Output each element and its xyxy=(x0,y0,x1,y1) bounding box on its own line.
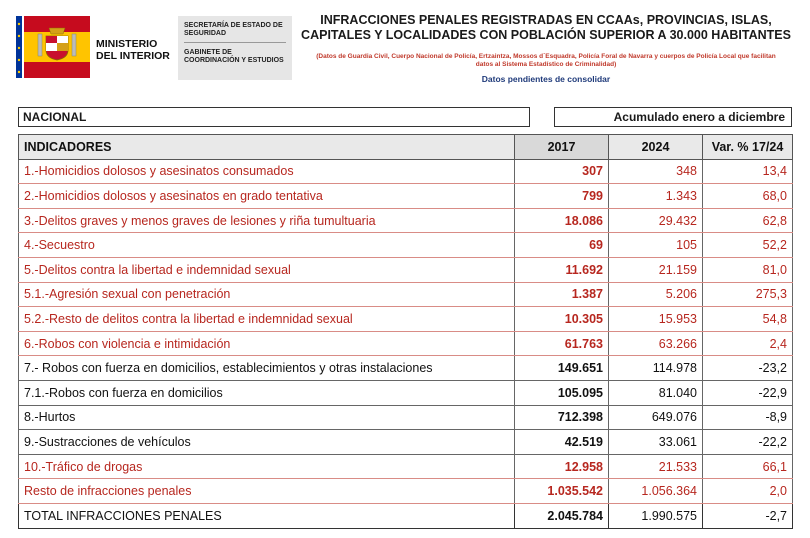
header-2017: 2017 xyxy=(515,135,609,160)
report-header xyxy=(0,0,810,100)
value-2024: 649.076 xyxy=(609,405,703,430)
value-2024: 1.343 xyxy=(609,184,703,209)
indicator-label: 7.1.-Robos con fuerza en domicilios xyxy=(19,380,515,405)
value-2024: 21.533 xyxy=(609,454,703,479)
variation-value: -2,7 xyxy=(703,503,793,528)
table-row xyxy=(19,184,793,209)
value-2024: 21.159 xyxy=(609,257,703,282)
indicator-label: 10.-Tráfico de drogas xyxy=(19,454,515,479)
variation-value: -22,9 xyxy=(703,380,793,405)
page-title: INFRACCIONES PENALES REGISTRADAS EN CCAAs, PROVINCIAS, ISLAS, CAPITALES Y LOCALIDADES CON POBLACIÓN SUPERIOR A 30.000 HABITANTES xyxy=(301,13,791,42)
variation-value: -23,2 xyxy=(703,356,793,381)
value-2024: 33.061 xyxy=(609,430,703,455)
table-header-row xyxy=(19,135,793,160)
value-2024: 114.978 xyxy=(609,356,703,381)
table-row xyxy=(19,380,793,405)
variation-value: 54,8 xyxy=(703,307,793,332)
pending-note: Datos pendientes de consolidar xyxy=(481,74,611,84)
header-2024: 2024 xyxy=(609,135,703,160)
value-2017: 1.035.542 xyxy=(515,479,609,504)
table-row xyxy=(19,405,793,430)
table-row xyxy=(19,454,793,479)
table-row xyxy=(19,307,793,332)
value-2017: 69 xyxy=(515,233,609,258)
table-row xyxy=(19,479,793,504)
value-2017: 1.387 xyxy=(515,282,609,307)
value-2017: 42.519 xyxy=(515,430,609,455)
period-label: Acumulado enero a diciembre xyxy=(554,107,792,127)
indicator-label: TOTAL INFRACCIONES PENALES xyxy=(19,503,515,528)
table-row xyxy=(19,331,793,356)
indicator-label: 6.-Robos con violencia e intimidación xyxy=(19,331,515,356)
variation-value: 62,8 xyxy=(703,208,793,233)
value-2024: 5.206 xyxy=(609,282,703,307)
variation-value: 81,0 xyxy=(703,257,793,282)
table-row xyxy=(19,159,793,184)
value-2017: 307 xyxy=(515,159,609,184)
variation-value: 68,0 xyxy=(703,184,793,209)
indicator-label: 8.-Hurtos xyxy=(19,405,515,430)
header-indicators: INDICADORES xyxy=(19,135,515,160)
variation-value: 13,4 xyxy=(703,159,793,184)
value-2017: 105.095 xyxy=(515,380,609,405)
value-2024: 29.432 xyxy=(609,208,703,233)
table-row xyxy=(19,282,793,307)
variation-value: 2,4 xyxy=(703,331,793,356)
variation-value: 275,3 xyxy=(703,282,793,307)
indicator-label: 4.-Secuestro xyxy=(19,233,515,258)
variation-value: 2,0 xyxy=(703,479,793,504)
value-2024: 105 xyxy=(609,233,703,258)
indicator-label: 9.-Sustracciones de vehículos xyxy=(19,430,515,455)
scope-label: NACIONAL xyxy=(18,107,530,127)
value-2024: 1.990.575 xyxy=(609,503,703,528)
indicator-label: 5.1.-Agresión sexual con penetración xyxy=(19,282,515,307)
variation-value: 52,2 xyxy=(703,233,793,258)
value-2017: 712.398 xyxy=(515,405,609,430)
title-block xyxy=(296,13,796,84)
data-sources-note: (Datos de Guardia Civil, Cuerpo Nacional de Policía, Ertzaintza, Mossos d´Esquadra, Policía Foral de Navarra y cuerpos de Policía Local que facilitan datos al Sistema Estadístico de Criminalidad) xyxy=(316,53,776,68)
value-2017: 11.692 xyxy=(515,257,609,282)
cabinet-label: GABINETE DE COORDINACIÓN Y ESTUDIOS xyxy=(184,49,284,64)
ministry-name: MINISTERIO DEL INTERIOR xyxy=(96,38,170,62)
value-2024: 15.953 xyxy=(609,307,703,332)
secretariat-label: SECRETARÍA DE ESTADO DE SEGURIDAD xyxy=(184,22,286,43)
value-2017: 2.045.784 xyxy=(515,503,609,528)
table-row xyxy=(19,503,793,528)
table-row xyxy=(19,257,793,282)
indicator-label: 7.- Robos con fuerza en domicilios, establecimientos y otras instalaciones xyxy=(19,356,515,381)
value-2024: 63.266 xyxy=(609,331,703,356)
indicator-label: Resto de infracciones penales xyxy=(19,479,515,504)
value-2024: 81.040 xyxy=(609,380,703,405)
value-2024: 348 xyxy=(609,159,703,184)
indicator-label: 2.-Homicidios dolosos y asesinatos en grado tentativa xyxy=(19,184,515,209)
spain-coat-of-arms-logo xyxy=(16,16,90,78)
value-2017: 61.763 xyxy=(515,331,609,356)
table-row xyxy=(19,430,793,455)
header-variation: Var. % 17/24 xyxy=(703,135,793,160)
value-2024: 1.056.364 xyxy=(609,479,703,504)
indicator-label: 3.-Delitos graves y menos graves de lesiones y riña tumultuaria xyxy=(19,208,515,233)
table-row xyxy=(19,356,793,381)
value-2017: 149.651 xyxy=(515,356,609,381)
value-2017: 10.305 xyxy=(515,307,609,332)
organization-panel xyxy=(178,16,292,80)
variation-value: -8,9 xyxy=(703,405,793,430)
value-2017: 799 xyxy=(515,184,609,209)
value-2017: 18.086 xyxy=(515,208,609,233)
variation-value: -22,2 xyxy=(703,430,793,455)
value-2017: 12.958 xyxy=(515,454,609,479)
indicator-label: 5.2.-Resto de delitos contra la libertad e indemnidad sexual xyxy=(19,307,515,332)
indicators-table xyxy=(18,134,793,529)
table-row xyxy=(19,208,793,233)
indicator-label: 1.-Homicidios dolosos y asesinatos consumados xyxy=(19,159,515,184)
indicator-label: 5.-Delitos contra la libertad e indemnidad sexual xyxy=(19,257,515,282)
table-row xyxy=(19,233,793,258)
variation-value: 66,1 xyxy=(703,454,793,479)
